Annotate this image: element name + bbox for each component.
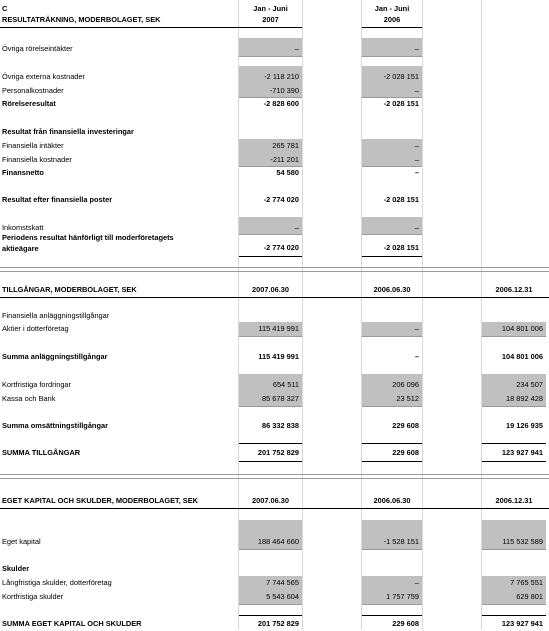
total-rule: [239, 256, 302, 257]
value-2006[interactable]: –: [362, 221, 422, 235]
row-label: Kassa och Bank: [2, 394, 56, 403]
col-header: 2007.06.30: [252, 496, 289, 505]
value-2007-06-30: 201 752 829: [257, 619, 299, 628]
value-2007[interactable]: –: [239, 221, 302, 235]
table-row: [0, 153, 549, 167]
section-separator: [0, 474, 549, 475]
row-label: Summa anläggningstillgångar: [2, 352, 108, 361]
value-2007-06-30: 86 332 838: [262, 421, 299, 430]
row-label: Eget kapital: [2, 537, 41, 546]
value-2006[interactable]: –: [362, 139, 422, 153]
cell-rule: [482, 406, 546, 407]
section-separator: [0, 267, 549, 268]
assets-title: TILLGÅNGAR, MODERBOLAGET, SEK: [2, 285, 137, 294]
total-rule: [362, 443, 422, 444]
header-rule: [0, 297, 549, 298]
col-header: 2006.12.31: [495, 285, 533, 294]
cell-rule: [239, 604, 302, 605]
table-row: [0, 392, 549, 406]
total-rule: [362, 615, 422, 616]
row-label: Personalkostnader: [2, 86, 64, 95]
input-pad: [362, 520, 422, 536]
cell-rule: [239, 406, 302, 407]
cell-rule: [362, 549, 422, 550]
section-separator: [0, 478, 549, 479]
table-row: [0, 97, 549, 111]
value-2007-06-30: 115 419 991: [258, 352, 299, 361]
row-label: Kortfristiga skulder: [2, 592, 64, 601]
value-2006: -2 028 151: [383, 243, 419, 252]
table-row: [0, 617, 549, 631]
value-2007: 54 580: [276, 168, 299, 177]
table-row: [0, 70, 549, 84]
value-2006-12-31[interactable]: 18 892 428: [482, 392, 546, 406]
row-label: Finansiella intäkter: [2, 141, 64, 150]
year-header-2006: 2006: [383, 15, 401, 24]
value-2006-12-31[interactable]: 104 801 006: [482, 322, 546, 336]
col-header: 2007.06.30: [252, 285, 289, 294]
value-2007-06-30[interactable]: 7 744 565: [239, 576, 302, 590]
value-2006-12-31[interactable]: 629 801: [482, 590, 546, 604]
col-header: 2006.06.30: [373, 496, 411, 505]
value-2006-06-30[interactable]: -1 528 151: [362, 535, 422, 549]
value-2006[interactable]: -2 028 151: [362, 70, 422, 84]
corner-label: C: [2, 4, 8, 13]
header-row-2: [0, 13, 549, 27]
value-2006-12-31: 104 801 006: [501, 352, 543, 361]
row-label: Resultat efter finansiella poster: [2, 195, 113, 204]
section-heading: [0, 309, 549, 323]
assets-header-row: [0, 283, 549, 297]
row-label: Resultat från finansiella investeringar: [2, 127, 134, 136]
value-2007[interactable]: 265 781: [239, 139, 302, 153]
section-heading: [0, 562, 549, 576]
table-row: [0, 42, 549, 56]
value-2006-06-30: 229 608: [392, 619, 419, 628]
value-2007[interactable]: -211 201: [239, 153, 302, 167]
value-2007[interactable]: -710 390: [239, 84, 302, 98]
table-row: [0, 590, 549, 604]
value-2007-06-30[interactable]: 115 419 991: [239, 322, 302, 336]
value-2006-12-31[interactable]: 7 765 551: [482, 576, 546, 590]
cell-rule: [362, 56, 422, 57]
value-2007: -2 774 020: [263, 195, 299, 204]
col-header: 2006.12.31: [495, 496, 533, 505]
value-2007: -2 774 020: [263, 243, 299, 252]
value-2007-06-30[interactable]: 5 543 604: [239, 590, 302, 604]
total-rule: [482, 443, 546, 444]
value-2007-06-30[interactable]: 85 678 327: [239, 392, 302, 406]
input-pad: [482, 520, 546, 536]
value-2006-12-31: 19 126 935: [506, 421, 543, 430]
row-label: Övriga rörelseintäkter: [2, 44, 73, 53]
value-2006: -2 028 151: [383, 195, 419, 204]
section-separator: [0, 271, 549, 272]
equity-title: EGET KAPITAL OCH SKULDER, MODERBOLAGET, SEK: [2, 496, 198, 505]
value-2007-06-30[interactable]: 188 464 660: [239, 535, 302, 549]
table-row: [0, 322, 549, 336]
cell-rule: [239, 549, 302, 550]
row-label: Periodens resultat hänförligt till moderföretagets: [2, 233, 174, 242]
row-label: Inkomstskatt: [2, 223, 44, 232]
value-2006[interactable]: –: [362, 42, 422, 56]
cell-rule: [482, 336, 546, 337]
input-pad: [239, 520, 302, 536]
value-2006-12-31[interactable]: 115 532 589: [482, 535, 546, 549]
row-label: SUMMA TILLGÅNGAR: [2, 448, 81, 457]
header-rule: [0, 508, 549, 509]
row-label: Finansiella anläggningstillgångar: [2, 311, 110, 320]
header-rule: [0, 27, 302, 28]
section-heading: [0, 125, 549, 139]
period-header-2006: Jan - Juni: [374, 4, 410, 13]
value-2006-06-30[interactable]: 206 096: [362, 378, 422, 392]
year-header-2007: 2007: [262, 15, 279, 24]
value-2006-06-30[interactable]: 1 757 759: [362, 590, 422, 604]
total-rule: [362, 256, 422, 257]
income-statement-title: RESULTATRÄKNING, MODERBOLAGET, SEK: [2, 15, 161, 24]
value-2006-12-31[interactable]: 234 507: [482, 378, 546, 392]
table-row: [0, 350, 549, 364]
value-2006-06-30: 229 608: [392, 421, 419, 430]
table-row: [0, 446, 549, 460]
value-2006-06-30: –: [414, 352, 419, 361]
table-row: [0, 84, 549, 98]
table-row: [0, 139, 549, 153]
row-label: Rörelseresultat: [2, 99, 56, 108]
table-row: [0, 166, 549, 180]
row-label: Summa omsättningstillgångar: [2, 421, 108, 430]
total-rule: [239, 615, 302, 616]
total-rule: [482, 615, 546, 616]
cell-rule: [362, 336, 422, 337]
row-label: Skulder: [2, 564, 30, 573]
row-label: Långfristiga skulder, dotterföretag: [2, 578, 112, 587]
value-2007[interactable]: –: [239, 42, 302, 56]
value-2006-12-31: 123 927 941: [501, 448, 543, 457]
value-2006-06-30[interactable]: 23 512: [362, 392, 422, 406]
value-2006-06-30[interactable]: –: [362, 576, 422, 590]
total-rule: [239, 443, 302, 444]
total-rule: [482, 461, 546, 462]
table-row: [0, 576, 549, 590]
period-header-2007: Jan - Juni: [253, 4, 288, 13]
value-2006[interactable]: –: [362, 84, 422, 98]
cell-rule: [239, 56, 302, 57]
value-2006-06-30: 229 608: [392, 448, 419, 457]
value-2006-06-30[interactable]: –: [362, 322, 422, 336]
row-label: Övriga externa kostnader: [2, 72, 85, 81]
header-rule: [362, 27, 422, 28]
total-rule: [362, 461, 422, 462]
row-label-cont: aktieägare: [2, 244, 39, 253]
col-header: 2006.06.30: [373, 285, 411, 294]
value-2006: -2 028 151: [383, 99, 419, 108]
cell-rule: [362, 604, 422, 605]
row-label: Finansiella kostnader: [2, 155, 72, 164]
value-2006-12-31: 123 927 941: [501, 619, 543, 628]
value-2006[interactable]: –: [362, 153, 422, 167]
cell-rule: [239, 336, 302, 337]
table-row: [0, 419, 549, 433]
cell-rule: [482, 604, 546, 605]
cell-rule: [362, 406, 422, 407]
row-label: Kortfristiga fordringar: [2, 380, 72, 389]
total-rule: [239, 461, 302, 462]
value-2006: –: [414, 168, 419, 177]
table-row: [0, 378, 549, 392]
table-row: [0, 232, 549, 256]
equity-header-row: [0, 494, 549, 508]
row-label: Aktier i dotterföretag: [2, 324, 69, 333]
value-2007-06-30: 201 752 829: [257, 448, 299, 457]
table-row: [0, 535, 549, 549]
value-2007[interactable]: -2 118 210: [239, 70, 302, 84]
row-label: SUMMA EGET KAPITAL OCH SKULDER: [2, 619, 142, 628]
value-2007-06-30[interactable]: 654 511: [239, 378, 302, 392]
value-2007: -2 828 600: [263, 99, 299, 108]
row-label: Finansnetto: [2, 168, 44, 177]
table-row: [0, 193, 549, 207]
cell-rule: [482, 549, 546, 550]
